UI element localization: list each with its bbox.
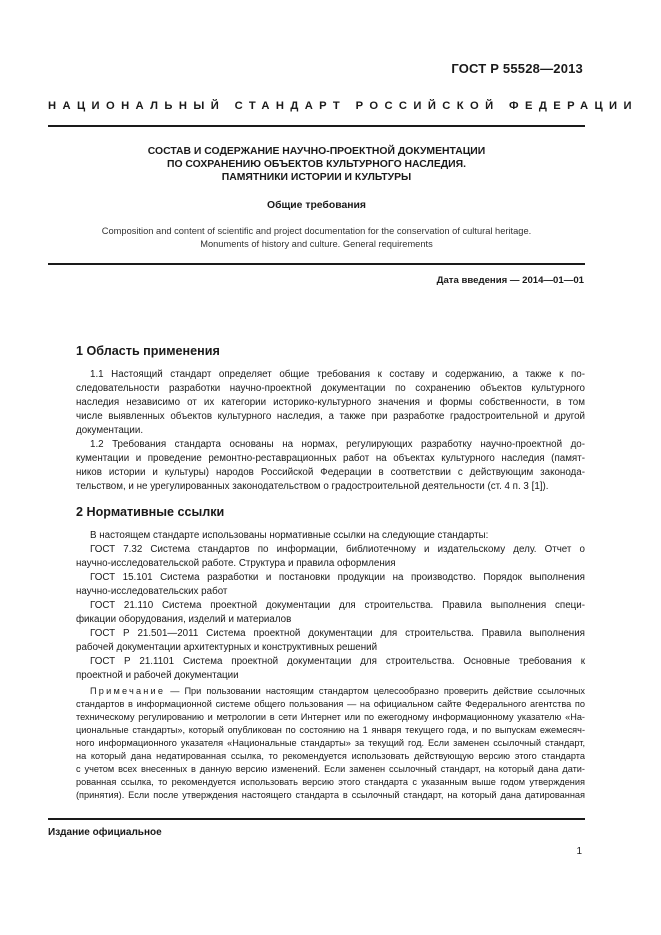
section-1-heading: 1 Область применения <box>76 344 220 358</box>
official-edition-label: Издание официальное <box>48 827 162 838</box>
note-first-line-text: — При пользовании настоящим стандартом целесообразно проверить действие ссылочных <box>165 686 585 696</box>
paragraph-line: следовательности разработки научно-проектной документации по сохранению объектов культурного <box>76 383 585 394</box>
top-divider <box>48 125 585 127</box>
title-line-1: СОСТАВ И СОДЕРЖАНИЕ НАУЧНО-ПРОЕКТНОЙ ДОКУМЕНТАЦИИ <box>147 146 486 157</box>
reference-line: ГОСТ 7.32 Система стандартов по информации, библиотечному и издательскому делу. Отчет о <box>90 544 585 555</box>
middle-divider <box>48 263 585 265</box>
document-title <box>48 145 585 184</box>
reference-line: ГОСТ Р 21.1101 Система проектной документации для строительства. Основные требования к <box>90 656 585 667</box>
gost-code: ГОСТ Р 55528—2013 <box>451 61 583 76</box>
note-line: стандартов в информационной системе общего пользования — на официальном сайте Федерального агентства по <box>76 699 585 709</box>
paragraph-line: тельством, и не урегулированных законодательством о градостроительной деятельности (ст. 4 п. 3 [1]). <box>76 481 549 492</box>
note-line: циональные стандарты», который опубликован по состоянию на 1 января текущего года, и по выпускам ежемесяч- <box>76 725 585 735</box>
note-line: ного информационного указателя «Национальные стандарты» за текущий год. Если заменен ссылочный стандарт, <box>76 738 585 748</box>
english-title-line-2: Monuments of history and culture. General requirements <box>200 239 433 249</box>
reference-line: ГОСТ Р 21.501—2011 Система проектной документации для строительства. Правила выполнения <box>90 628 585 639</box>
note-block <box>76 685 585 802</box>
note-line: с учетом всех внесенных в данную версию изменений. Если заменен ссылочный стандарт, на который дана дати- <box>76 764 585 774</box>
note-label: Примечание <box>90 686 166 696</box>
paragraph-line: кументации и проведение ремонтно-реставрационных работ на объектах культурного наследия (памят- <box>76 453 585 464</box>
title-line-2: ПО СОХРАНЕНИЮ ОБЪЕКТОВ КУЛЬТУРНОГО НАСЛЕДИЯ. <box>167 159 466 170</box>
reference-line: научно-исследовательских работ <box>76 586 228 597</box>
footer-divider <box>48 818 585 820</box>
english-title-line-1: Composition and content of scientific and project documentation for the conservation of cultural heritage. <box>101 226 532 236</box>
note-line: (принятия). Если после утверждения настоящего стандарта в ссылочный стандарт, на который дана датированная <box>76 790 585 800</box>
paragraph-line: 1.2 Требования стандарта основаны на нормах, регулирующих разработку научно-проектной до- <box>90 439 585 450</box>
national-standard-banner: НАЦИОНАЛЬНЫЙ СТАНДАРТ РОССИЙСКОЙ ФЕДЕРАЦИИ <box>48 100 638 112</box>
note-first-line <box>76 685 585 698</box>
section-2-body <box>76 529 585 683</box>
paragraph-line: документации. <box>76 425 144 436</box>
reference-line: рабочей документации архитектурных и конструктивных решений <box>76 642 378 653</box>
paragraph-line: ников истории и культуры) народов Российской Федерации в соответствии с действующим законода- <box>76 467 585 478</box>
reference-line: проектной и рабочей документации <box>76 670 239 681</box>
paragraph-line: наследия независимо от их категории историко-культурного значения и формы собственности, в том <box>76 397 585 408</box>
title-line-3: ПАМЯТНИКИ ИСТОРИИ И КУЛЬТУРЫ <box>221 172 412 183</box>
section-2-heading: 2 Нормативные ссылки <box>76 505 225 519</box>
paragraph-line: числе выявленных объектов культурного наследия, а также при разработке градостроительной и другой <box>76 411 585 422</box>
page-number: 1 <box>576 846 582 857</box>
section-1-body <box>76 368 585 494</box>
reference-line: научно-исследовательской работе. Структура и правила оформления <box>76 558 396 569</box>
introduction-date: Дата введения — 2014—01—01 <box>436 275 584 286</box>
document-subtitle: Общие требования <box>267 200 366 211</box>
reference-line: фикации оборудования, изделий и материалов <box>76 614 292 625</box>
note-line: техническому регулированию и метрологии в сети Интернет или по ежегодному информационному указателю «На- <box>76 712 585 722</box>
reference-line: ГОСТ 21.110 Система проектной документации для строительства. Правила выполнения специ- <box>90 600 585 611</box>
note-line: рованная ссылка, то рекомендуется использовать версию этого стандарта с указанным выше годом утверждения <box>76 777 585 787</box>
reference-line: ГОСТ 15.101 Система разработки и постановки продукции на производство. Порядок выполнения <box>90 572 585 583</box>
paragraph-line: В настоящем стандарте использованы нормативные ссылки на следующие стандарты: <box>90 530 489 541</box>
paragraph-line: 1.1 Настоящий стандарт определяет общие требования к составу и содержанию, а также к по- <box>90 369 585 380</box>
english-title <box>48 225 585 251</box>
note-line: на который дана недатированная ссылка, то рекомендуется использовать действующую версию этого стандарта <box>76 751 585 761</box>
